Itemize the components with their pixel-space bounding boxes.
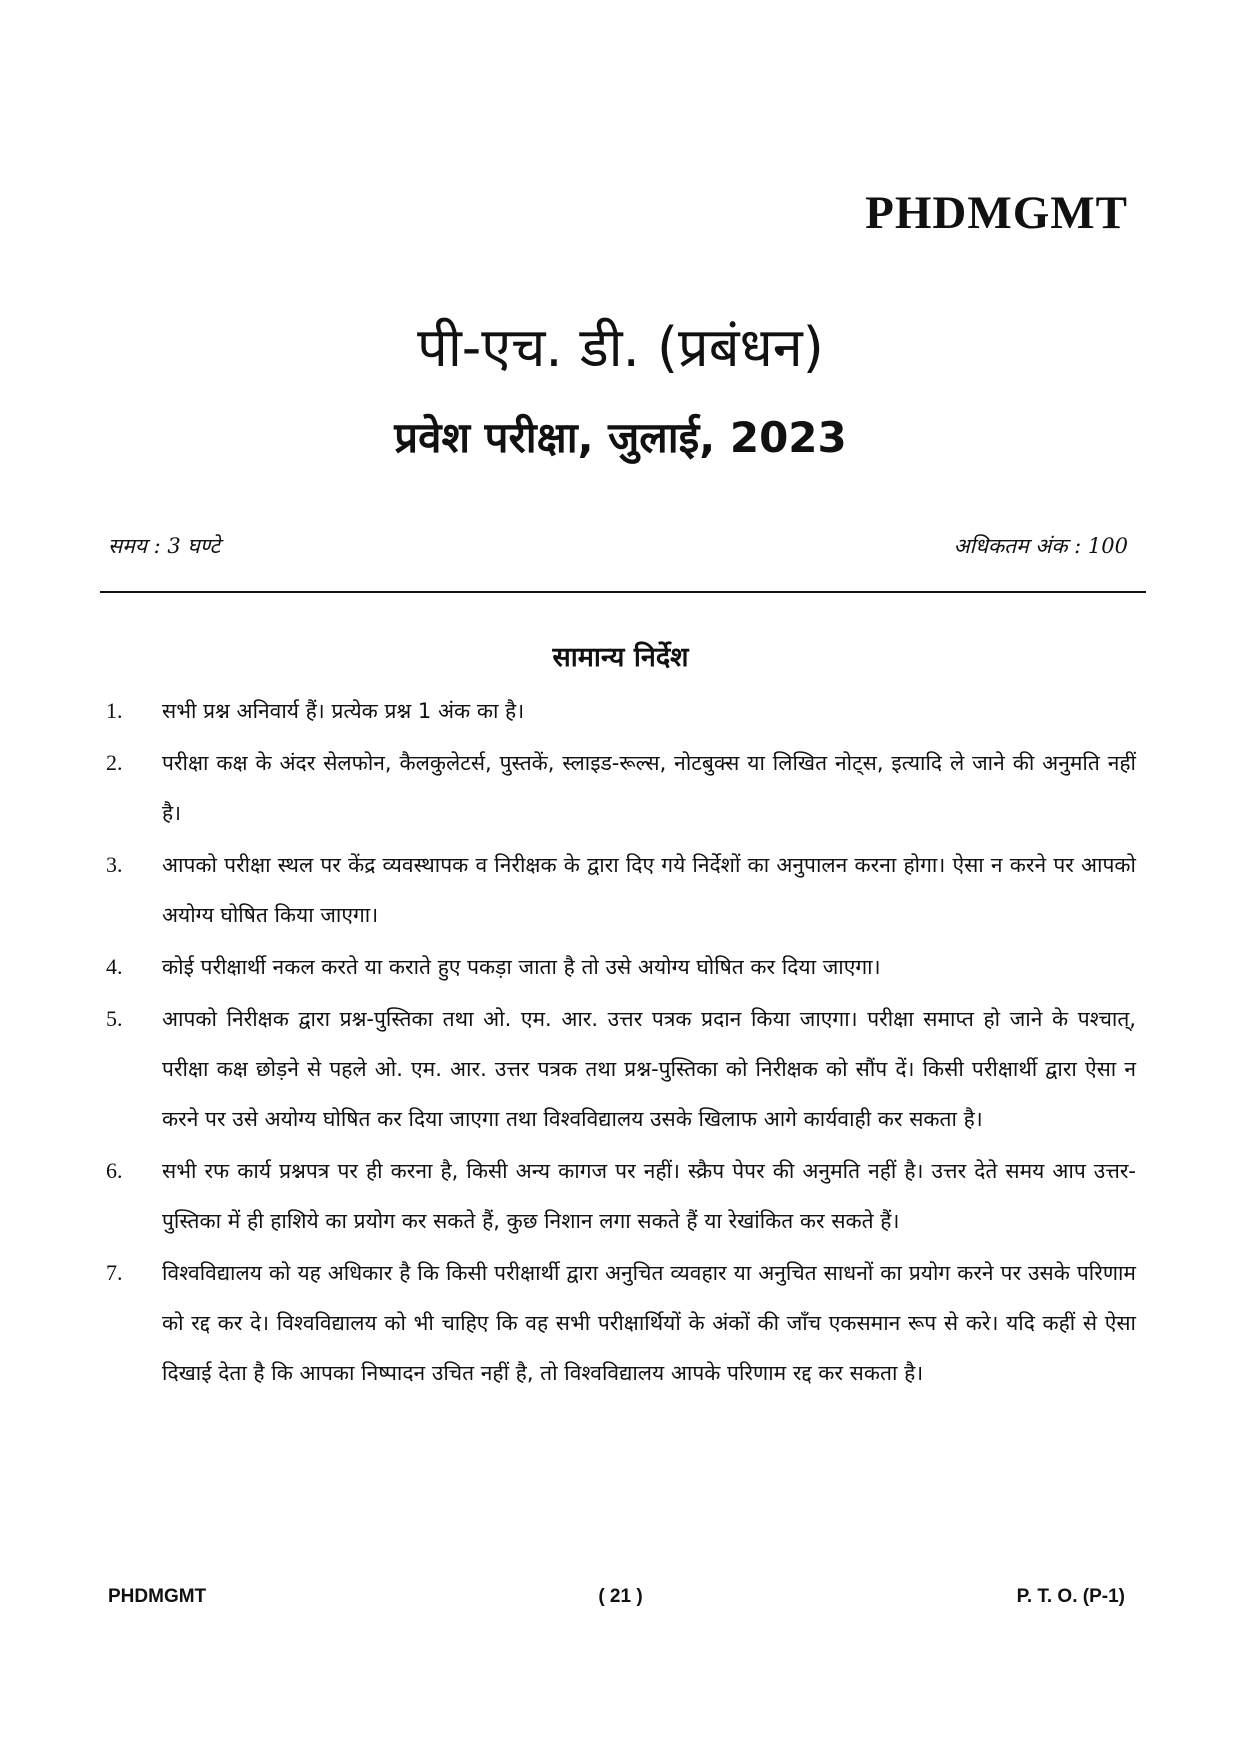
instruction-text: सभी प्रश्न अनिवार्य हैं। प्रत्येक प्रश्न 1 अंक का है। <box>162 699 525 723</box>
horizontal-divider <box>100 591 1146 593</box>
footer-pto: P. T. O. (P-1) <box>1016 1586 1125 1607</box>
instruction-item <box>100 840 1136 940</box>
instruction-text: कोई परीक्षार्थी नकल करते या कराते हुए पकड़ा जाता है तो उसे अयोग्य घोषित कर दिया जाएगा। <box>162 955 881 979</box>
page-title: पी-एच. डी. (प्रबंधन) <box>417 316 824 379</box>
instruction-number: 6. <box>106 1158 123 1183</box>
instruction-text: विश्वविद्यालय को यह अधिकार है कि किसी परीक्षार्थी द्वारा अनुचित व्यवहार या अनुचित साधनों का प्रयोग करने पर उसके परिणाम को रद्द कर दे। विश्वविद्यालय को भी चाहिए कि वह सभी परीक्षार्थियों के अंकों की जाँच एकसमान रूप से करे। यदि कहीं से ऐसा दिखाई देता है कि आपका निष्पादन उचित नहीं है, तो विश्वविद्यालय आपके परिणाम रद्द कर सकता है। <box>162 1261 1136 1385</box>
maximum-marks: अधिकतम अंक : 100 <box>953 534 1128 558</box>
instruction-text: सभी रफ कार्य प्रश्नपत्र पर ही करना है, किसी अन्य कागज पर नहीं। स्क्रैप पेपर की अनुमति नहीं है। उत्तर देते समय आप उत्तर-पुस्तिका में ही हाशिये का प्रयोग कर सकते हैं, कुछ निशान लगा सकते हैं या रेखांकित कर सकते हैं। <box>162 1159 1136 1233</box>
instruction-number: 3. <box>106 852 123 877</box>
instruction-number: 5. <box>106 1006 123 1031</box>
instruction-item <box>100 1248 1136 1398</box>
footer-paper-code: PHDMGMT <box>108 1586 207 1607</box>
instruction-item <box>100 1146 1136 1246</box>
footer-page-number: ( 21 ) <box>598 1586 643 1607</box>
instructions-list <box>100 686 1136 1400</box>
instruction-item <box>100 942 1136 992</box>
instruction-number: 1. <box>106 698 123 723</box>
exam-subtitle: प्रवेश परीक्षा, जुलाई, 2023 <box>394 413 847 462</box>
section-heading: सामान्य निर्देश <box>552 642 689 673</box>
instruction-number: 4. <box>106 954 123 979</box>
instruction-text: आपको निरीक्षक द्वारा प्रश्न-पुस्तिका तथा ओ. एम. आर. उत्तर पत्रक प्रदान किया जाएगा। परीक्षा समाप्त हो जाने के पश्चात्, परीक्षा कक्ष छोड़ने से पहले ओ. एम. आर. उत्तर पत्रक तथा प्रश्न-पुस्तिका को निरीक्षक को सौंप दें। किसी परीक्षार्थी द्वारा ऐसा न करने पर उसे अयोग्य घोषित कर दिया जाएगा तथा विश्वविद्यालय उसके खिलाफ आगे कार्यवाही कर सकता है। <box>162 1007 1136 1131</box>
instruction-item <box>100 994 1136 1144</box>
instruction-text: आपको परीक्षा स्थल पर केंद्र व्यवस्थापक व निरीक्षक के द्वारा दिए गये निर्देशों का अनुपालन करना होगा। ऐसा न करने पर आपको अयोग्य घोषित किया जाएगा। <box>162 853 1136 927</box>
time-allowed: समय : 3 घण्टे <box>108 534 221 558</box>
instruction-item <box>100 686 1136 736</box>
instruction-text: परीक्षा कक्ष के अंदर सेलफोन, कैलकुलेटर्स, पुस्तकें, स्लाइड-रूल्स, नोटबुक्स या लिखित नोट्स, इत्यादि ले जाने की अनुमति नहीं है। <box>162 751 1136 825</box>
paper-code: PHDMGMT <box>865 187 1128 239</box>
instruction-item <box>100 738 1136 838</box>
instruction-number: 2. <box>106 750 123 775</box>
instruction-number: 7. <box>106 1260 123 1285</box>
